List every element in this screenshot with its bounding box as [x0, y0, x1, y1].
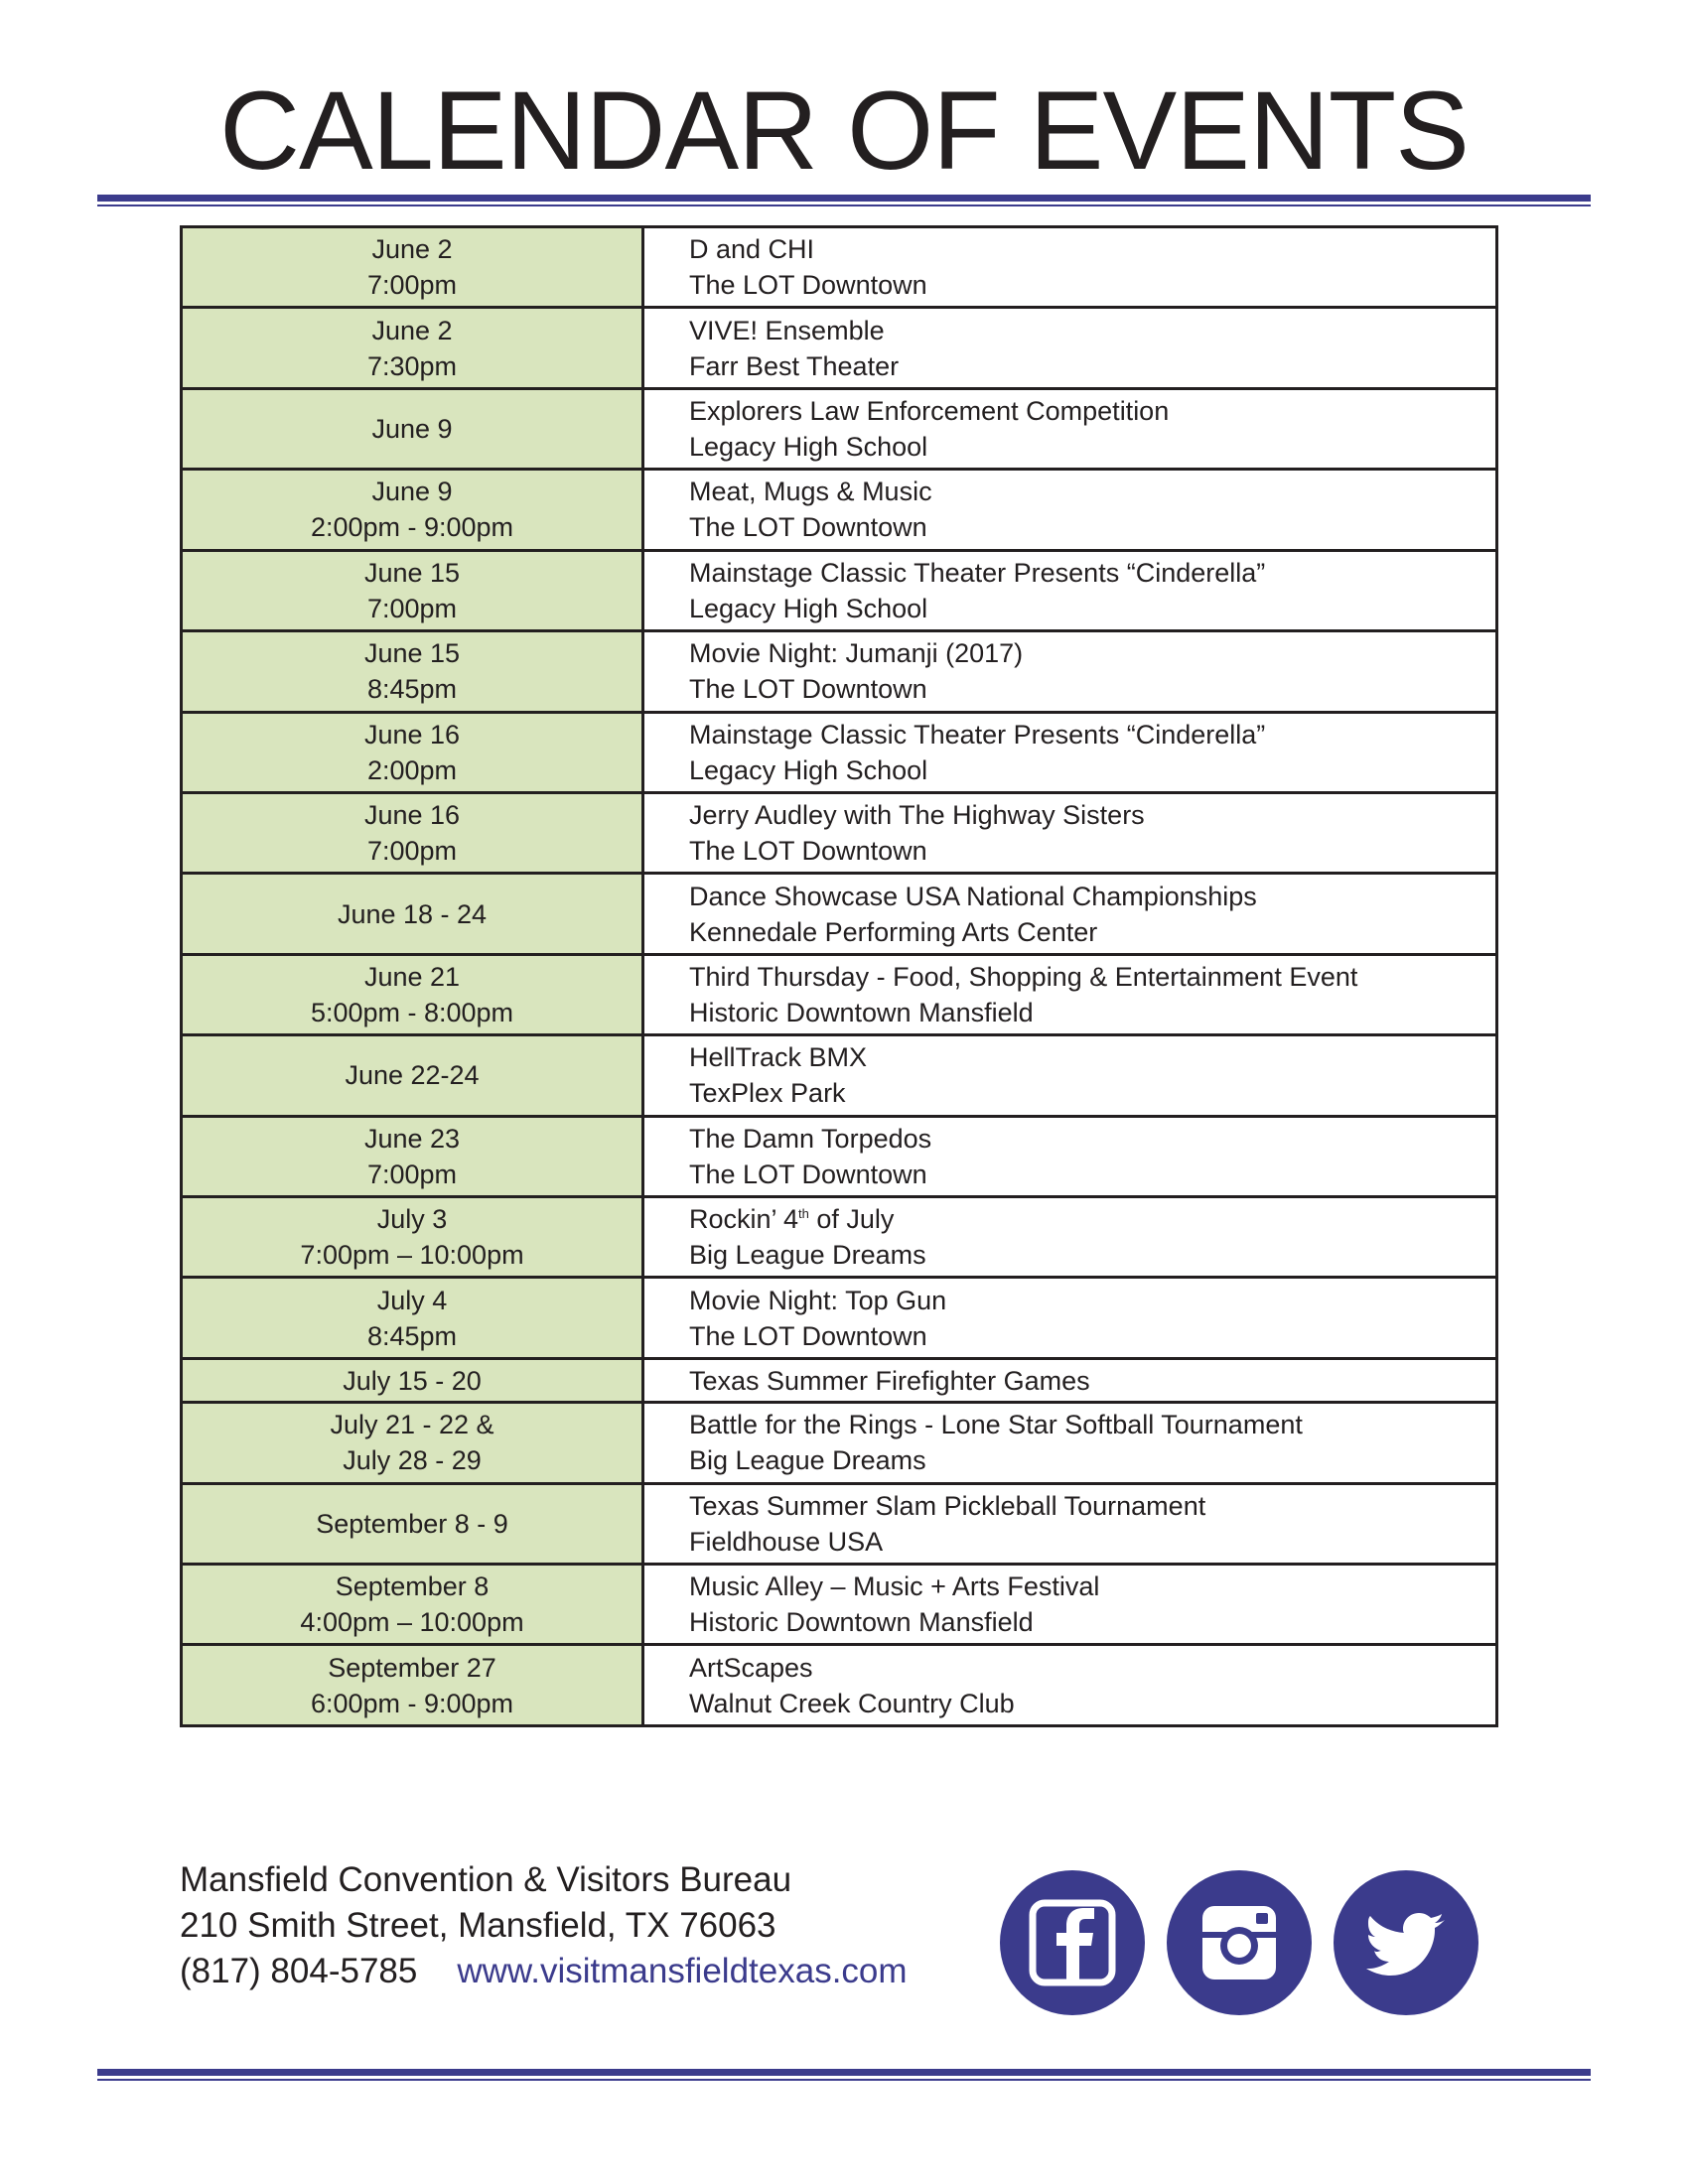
- event-venue: Big League Dreams: [689, 1445, 926, 1476]
- event-date-cell: [182, 792, 643, 873]
- phone-number: (817) 804-5785: [180, 1952, 418, 1990]
- event-date: June 16: [363, 719, 461, 750]
- event-info-cell: [643, 550, 1497, 630]
- table-row: [182, 712, 1497, 792]
- event-date: June 15: [363, 638, 461, 669]
- event-name: Movie Night: Jumanji (2017): [689, 638, 1024, 669]
- event-date: September 8 - 9: [316, 1508, 508, 1539]
- event-time: 8:45pm: [366, 674, 458, 705]
- event-date-continued: July 28 - 29: [343, 1445, 482, 1476]
- event-date-cell: [182, 388, 643, 469]
- event-date-cell: [182, 227, 643, 308]
- table-row: [182, 954, 1497, 1034]
- event-time: 7:00pm: [366, 836, 458, 867]
- event-date: June 18 - 24: [337, 898, 488, 929]
- event-date-cell: [182, 1564, 643, 1644]
- table-row: [182, 631, 1497, 712]
- event-name: Movie Night: Top Gun: [689, 1285, 947, 1315]
- event-date-cell: [182, 1197, 643, 1278]
- event-date: June 9: [371, 477, 453, 507]
- event-info-cell: [643, 954, 1497, 1034]
- table-row: [182, 1483, 1497, 1564]
- event-info-cell: [643, 792, 1497, 873]
- footer-divider: [97, 2069, 1591, 2081]
- event-date-cell: [182, 631, 643, 712]
- event-date: June 22-24: [345, 1060, 480, 1091]
- event-info-cell: [643, 227, 1497, 308]
- event-name: Music Alley – Music + Arts Festival: [689, 1571, 1100, 1602]
- event-venue: Fieldhouse USA: [689, 1526, 884, 1557]
- event-name-end: of July: [808, 1204, 895, 1235]
- event-time: 7:00pm: [366, 270, 458, 301]
- event-time: 2:00pm - 9:00pm: [310, 512, 514, 543]
- event-date-cell: [182, 712, 643, 792]
- event-name: Jerry Audley with The Highway Sisters: [689, 800, 1145, 831]
- table-row: [182, 1358, 1497, 1402]
- contact-info: [180, 1857, 908, 1994]
- event-name-start: Rockin’ 4: [689, 1204, 799, 1235]
- event-date-cell: [182, 874, 643, 954]
- event-time: 7:00pm – 10:00pm: [300, 1240, 524, 1271]
- table-row: [182, 227, 1497, 308]
- event-time: 8:45pm: [366, 1320, 458, 1351]
- event-date: July 3: [376, 1204, 448, 1235]
- event-name: Third Thursday - Food, Shopping & Entertainment Event: [689, 962, 1358, 992]
- event-date-cell: [182, 1035, 643, 1116]
- event-info-cell: [643, 470, 1497, 550]
- event-info-cell: [643, 1278, 1497, 1358]
- event-info-cell: [643, 1564, 1497, 1644]
- facebook-icon[interactable]: [1000, 1870, 1145, 2015]
- event-venue: The LOT Downtown: [689, 1320, 927, 1351]
- event-info-cell: [643, 1197, 1497, 1278]
- header-divider: [97, 195, 1591, 206]
- page-title: CALENDAR OF EVENTS: [219, 68, 1469, 193]
- event-name: ArtScapes: [689, 1652, 813, 1683]
- event-time: 4:00pm – 10:00pm: [300, 1607, 524, 1638]
- ordinal-suffix: th: [798, 1206, 809, 1222]
- event-date-cell: [182, 470, 643, 550]
- event-name: Mainstage Classic Theater Presents “Cinderella”: [689, 719, 1266, 750]
- event-date: June 21: [363, 962, 461, 992]
- twitter-icon[interactable]: [1334, 1870, 1478, 2015]
- event-time: 7:30pm: [366, 350, 458, 381]
- event-date: July 4: [376, 1285, 448, 1315]
- event-time: 6:00pm - 9:00pm: [310, 1688, 514, 1718]
- event-name: Texas Summer Firefighter Games: [689, 1365, 1090, 1396]
- event-date-cell: [182, 1278, 643, 1358]
- event-date-cell: [182, 1116, 643, 1196]
- event-info-cell: [643, 1645, 1497, 1726]
- table-row: [182, 388, 1497, 469]
- event-venue: Walnut Creek Country Club: [689, 1688, 1015, 1718]
- event-date-cell: [182, 1403, 643, 1483]
- event-date-cell: [182, 550, 643, 630]
- organization-name: Mansfield Convention & Visitors Bureau: [180, 1860, 792, 1899]
- event-info-cell: [643, 1358, 1497, 1402]
- event-time: 7:00pm: [366, 593, 458, 623]
- event-name: HellTrack BMX: [689, 1042, 868, 1073]
- table-row: [182, 874, 1497, 954]
- event-info-cell: [643, 1116, 1497, 1196]
- table-row: [182, 792, 1497, 873]
- event-name: Explorers Law Enforcement Competition: [689, 396, 1170, 427]
- event-venue: The LOT Downtown: [689, 270, 927, 301]
- event-name: Mainstage Classic Theater Presents “Cinderella”: [689, 557, 1266, 588]
- event-date: July 21 - 22 &: [330, 1410, 494, 1440]
- event-date: June 16: [363, 800, 461, 831]
- table-row: [182, 1116, 1497, 1196]
- table-row: [182, 470, 1497, 550]
- event-venue: The LOT Downtown: [689, 1159, 927, 1189]
- event-name: D and CHI: [689, 234, 815, 265]
- event-name: Meat, Mugs & Music: [689, 477, 932, 507]
- event-venue: Big League Dreams: [689, 1240, 926, 1271]
- event-date: September 27: [328, 1652, 496, 1683]
- table-row: [182, 1564, 1497, 1644]
- event-venue: The LOT Downtown: [689, 674, 927, 705]
- address: 210 Smith Street, Mansfield, TX 76063: [180, 1906, 776, 1945]
- table-row: [182, 1645, 1497, 1726]
- event-info-cell: [643, 308, 1497, 388]
- event-info-cell: [643, 1035, 1497, 1116]
- social-links: [1000, 1870, 1477, 2017]
- event-date-cell: [182, 1483, 643, 1564]
- event-info-cell: [643, 712, 1497, 792]
- event-date: June 23: [363, 1123, 461, 1154]
- event-info-cell: [643, 388, 1497, 469]
- event-date: June 15: [363, 557, 461, 588]
- event-date: July 15 - 20: [343, 1365, 482, 1396]
- instagram-icon[interactable]: [1167, 1870, 1312, 2015]
- table-row: [182, 308, 1497, 388]
- event-name: Dance Showcase USA National Championships: [689, 881, 1257, 911]
- event-venue: TexPlex Park: [689, 1078, 846, 1109]
- event-time: 2:00pm: [366, 754, 458, 785]
- event-venue: Historic Downtown Mansfield: [689, 998, 1034, 1027]
- events-table: [180, 225, 1498, 1727]
- event-info-cell: [643, 874, 1497, 954]
- event-name: [689, 1201, 1495, 1237]
- contact-line: [180, 1949, 908, 1994]
- table-row: [182, 1278, 1497, 1358]
- event-name: VIVE! Ensemble: [689, 315, 885, 345]
- website-link[interactable]: www.visitmansfieldtexas.com: [457, 1952, 908, 1990]
- table-row: [182, 550, 1497, 630]
- event-date-cell: [182, 308, 643, 388]
- event-time: 5:00pm - 8:00pm: [310, 998, 514, 1027]
- event-venue: Farr Best Theater: [689, 350, 900, 381]
- event-date: June 2: [371, 315, 453, 345]
- event-time: 7:00pm: [366, 1159, 458, 1189]
- event-info-cell: [643, 1403, 1497, 1483]
- event-date: June 9: [371, 414, 453, 445]
- event-venue: Historic Downtown Mansfield: [689, 1607, 1034, 1638]
- event-date: September 8: [335, 1571, 490, 1602]
- event-venue: Legacy High School: [689, 754, 928, 785]
- event-info-cell: [643, 631, 1497, 712]
- table-row: [182, 1035, 1497, 1116]
- event-venue: The LOT Downtown: [689, 512, 927, 543]
- table-row: [182, 1197, 1497, 1278]
- event-date: June 2: [371, 234, 453, 265]
- event-venue: Legacy High School: [689, 432, 928, 463]
- event-name: The Damn Torpedos: [689, 1123, 932, 1154]
- event-date-cell: [182, 1358, 643, 1402]
- event-venue: Legacy High School: [689, 593, 928, 623]
- event-date-cell: [182, 954, 643, 1034]
- event-venue: The LOT Downtown: [689, 836, 927, 867]
- event-date-cell: [182, 1645, 643, 1726]
- event-name: Texas Summer Slam Pickleball Tournament: [689, 1490, 1206, 1521]
- event-info-cell: [643, 1483, 1497, 1564]
- event-name: Battle for the Rings - Lone Star Softball Tournament: [689, 1410, 1303, 1440]
- table-row: [182, 1403, 1497, 1483]
- event-venue: Kennedale Performing Arts Center: [689, 916, 1098, 947]
